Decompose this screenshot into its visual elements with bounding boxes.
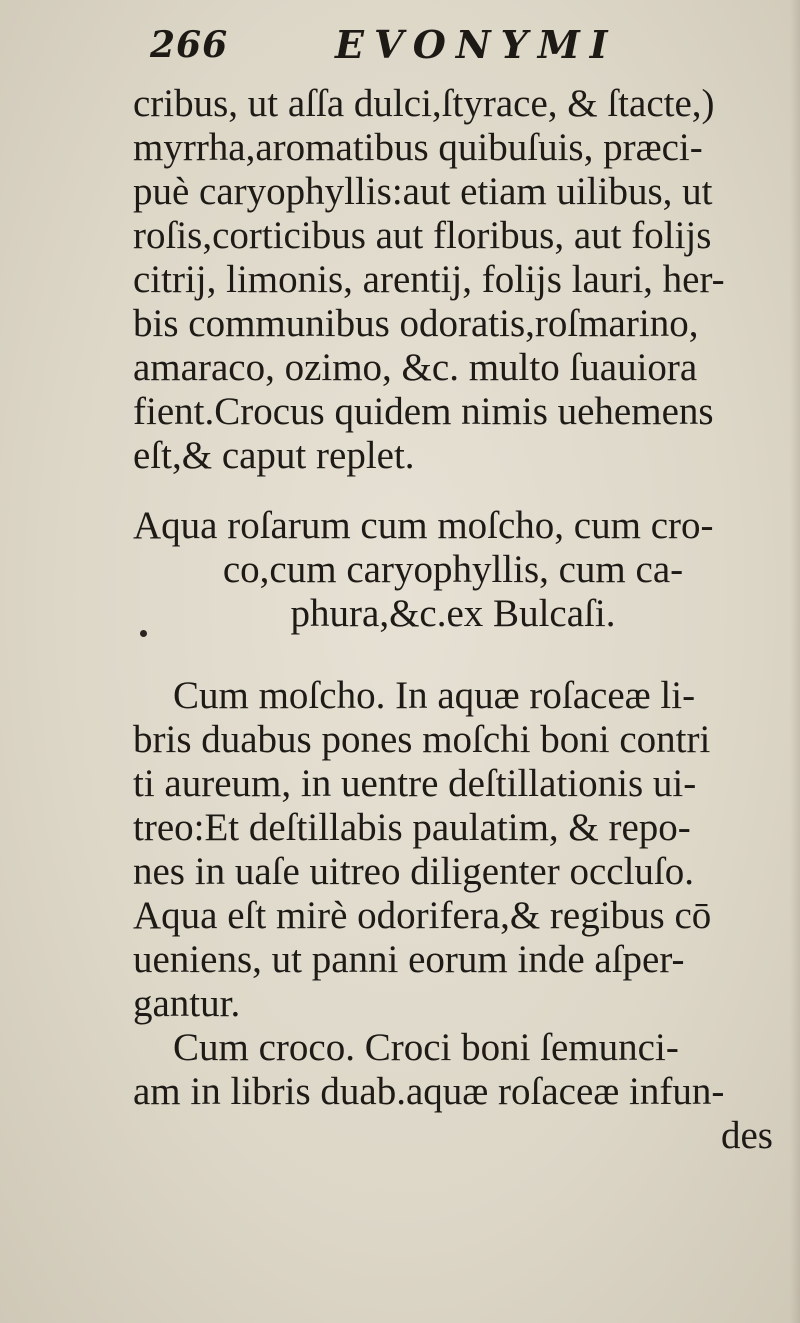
- text-line: amaraco, ozimo, &c. multo ſuauiora: [133, 346, 698, 389]
- page-header: [150, 22, 620, 72]
- text-line: citrij, limonis, arentij, folijs lauri, her-: [133, 258, 725, 301]
- text-line: Aqua eſt mirè odorifera,& regibus cō: [133, 894, 712, 937]
- page-number: 266: [150, 24, 229, 66]
- text-line: bis communibus odoratis,roſmarino,: [133, 302, 699, 345]
- text-line: fient.Crocus quidem nimis uehemens: [133, 390, 714, 433]
- text-line: nes in uaſe uitreo diligenter occluſo.: [133, 850, 694, 893]
- text-line: Cum croco. Croci boni ſemunci-: [173, 1026, 679, 1069]
- text-line: cribus, ut aſſa dulci,ſtyrace, & ſtacte,): [133, 82, 715, 125]
- text-line: Cum moſcho. In aquæ roſaceæ li-: [173, 674, 696, 717]
- text-line: ti aureum, in uentre deſtillationis ui-: [133, 762, 697, 805]
- section-heading-line: phura,&c.ex Bulcaſi.: [290, 592, 616, 635]
- text-line: eſt,& caput replet.: [133, 434, 415, 477]
- text-line: roſis,corticibus aut floribus, aut folijs: [133, 214, 712, 257]
- text-line: bris duabus pones moſchi boni contri: [133, 718, 711, 761]
- section-heading-line: Aqua roſarum cum moſcho, cum cro-: [133, 504, 714, 547]
- text-line: treo:Et deſtillabis paulatim, & repo-: [133, 806, 691, 849]
- text-line: myrrha,aromatibus quibuſuis, præci-: [133, 126, 703, 169]
- page-gutter-shadow: [790, 0, 800, 1323]
- section-heading-line: co,cum caryophyllis, cum ca-: [222, 548, 684, 591]
- text-line: am in libris duab.aquæ roſaceæ infun-: [133, 1070, 725, 1113]
- ink-speck: [140, 630, 147, 637]
- running-head: EVONYMI: [335, 22, 618, 67]
- catchword: des: [721, 1114, 773, 1157]
- text-line: puè caryophyllis:aut etiam uilibus, ut: [133, 170, 713, 213]
- text-line: gantur.: [133, 982, 241, 1025]
- text-line: ueniens, ut panni eorum inde aſper-: [133, 938, 685, 981]
